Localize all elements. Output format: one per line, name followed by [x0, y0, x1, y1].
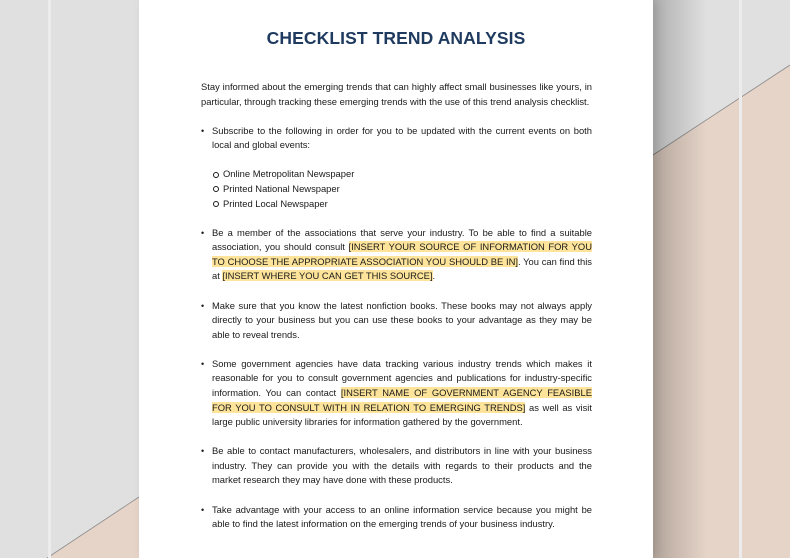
item-text: as well as visit large public university libraries for information gathered by the government.: [212, 401, 592, 428]
sub-item: [212, 197, 592, 212]
item-text: Be a member of the associations that serve your industry. To be able to find a suitable association, you should consult: [212, 226, 592, 253]
bullet-icon: •: [201, 227, 205, 238]
item-text: Take advantage with your access to an online information service because you might be able to find the latest information on the emerging trends of your business industry.: [212, 503, 592, 530]
item-text: Make sure that you know the latest nonfiction books. These books may not always apply directly to your business but you can use these books to your advantage as they may be able to reveal trends.: [212, 299, 592, 340]
circle-bullet-icon: [213, 201, 219, 207]
document-title: CHECKLIST TREND ANALYSIS: [266, 28, 526, 48]
sub-item-text: Printed Local Newspaper: [223, 197, 328, 209]
checklist-item: [201, 444, 592, 488]
bullet-icon: •: [201, 358, 205, 369]
circle-bullet-icon: [213, 172, 219, 178]
document-body: [201, 80, 592, 532]
item-text: . You can find this at: [212, 255, 592, 282]
checklist-item: [201, 124, 592, 211]
background-stripe: [48, 0, 51, 558]
checklist-item: [201, 226, 592, 284]
circle-bullet-icon: [213, 186, 219, 192]
placeholder-highlight[interactable]: [INSERT WHERE YOU CAN GET THIS SOURCE]: [222, 270, 433, 282]
sub-item: [212, 182, 592, 197]
item-text: Some government agencies have data tracking various industry trends which makes it reasonable for you to consult government agencies and publications for industry-specific information. You can contact: [212, 357, 592, 398]
checklist: [201, 124, 592, 532]
bullet-icon: •: [201, 504, 205, 515]
bullet-icon: •: [201, 125, 205, 136]
document-page: [139, 0, 653, 558]
item-text: .: [432, 270, 436, 282]
item-text: Subscribe to the following in order for you to be updated with the current events on both local and global events:: [212, 124, 592, 151]
placeholder-highlight[interactable]: [INSERT NAME OF GOVERNMENT AGENCY FEASIBLE FOR YOU TO CONSULT WITH IN RELATION TO EMERGING TRENDS]: [212, 387, 593, 413]
sub-item: [212, 167, 592, 182]
background-stripe: [739, 0, 742, 558]
bullet-icon: •: [201, 300, 205, 311]
checklist-item: [201, 357, 592, 430]
placeholder-highlight[interactable]: [INSERT YOUR SOURCE OF INFORMATION FOR YOU TO CHOOSE THE APPROPRIATE ASSOCIATION YOU SHOULD BE IN]: [212, 241, 592, 267]
newspaper-list: [212, 167, 592, 211]
bullet-icon: •: [201, 446, 205, 457]
item-text: Be able to contact manufacturers, wholesalers, and distributors in line with your business industry. They can provide you with the details with regards to their products and the market research they may have done with these products.: [212, 445, 592, 486]
sub-item-text: Online Metropolitan Newspaper: [223, 168, 355, 180]
checklist-item: [201, 299, 592, 343]
sub-item-text: Printed National Newspaper: [223, 182, 340, 194]
intro-paragraph: Stay informed about the emerging trends that can highly affect small businesses like yours, in particular, through tracking these emerging trends with the use of this trend analysis checklist.: [201, 81, 592, 107]
checklist-item: [201, 503, 592, 532]
